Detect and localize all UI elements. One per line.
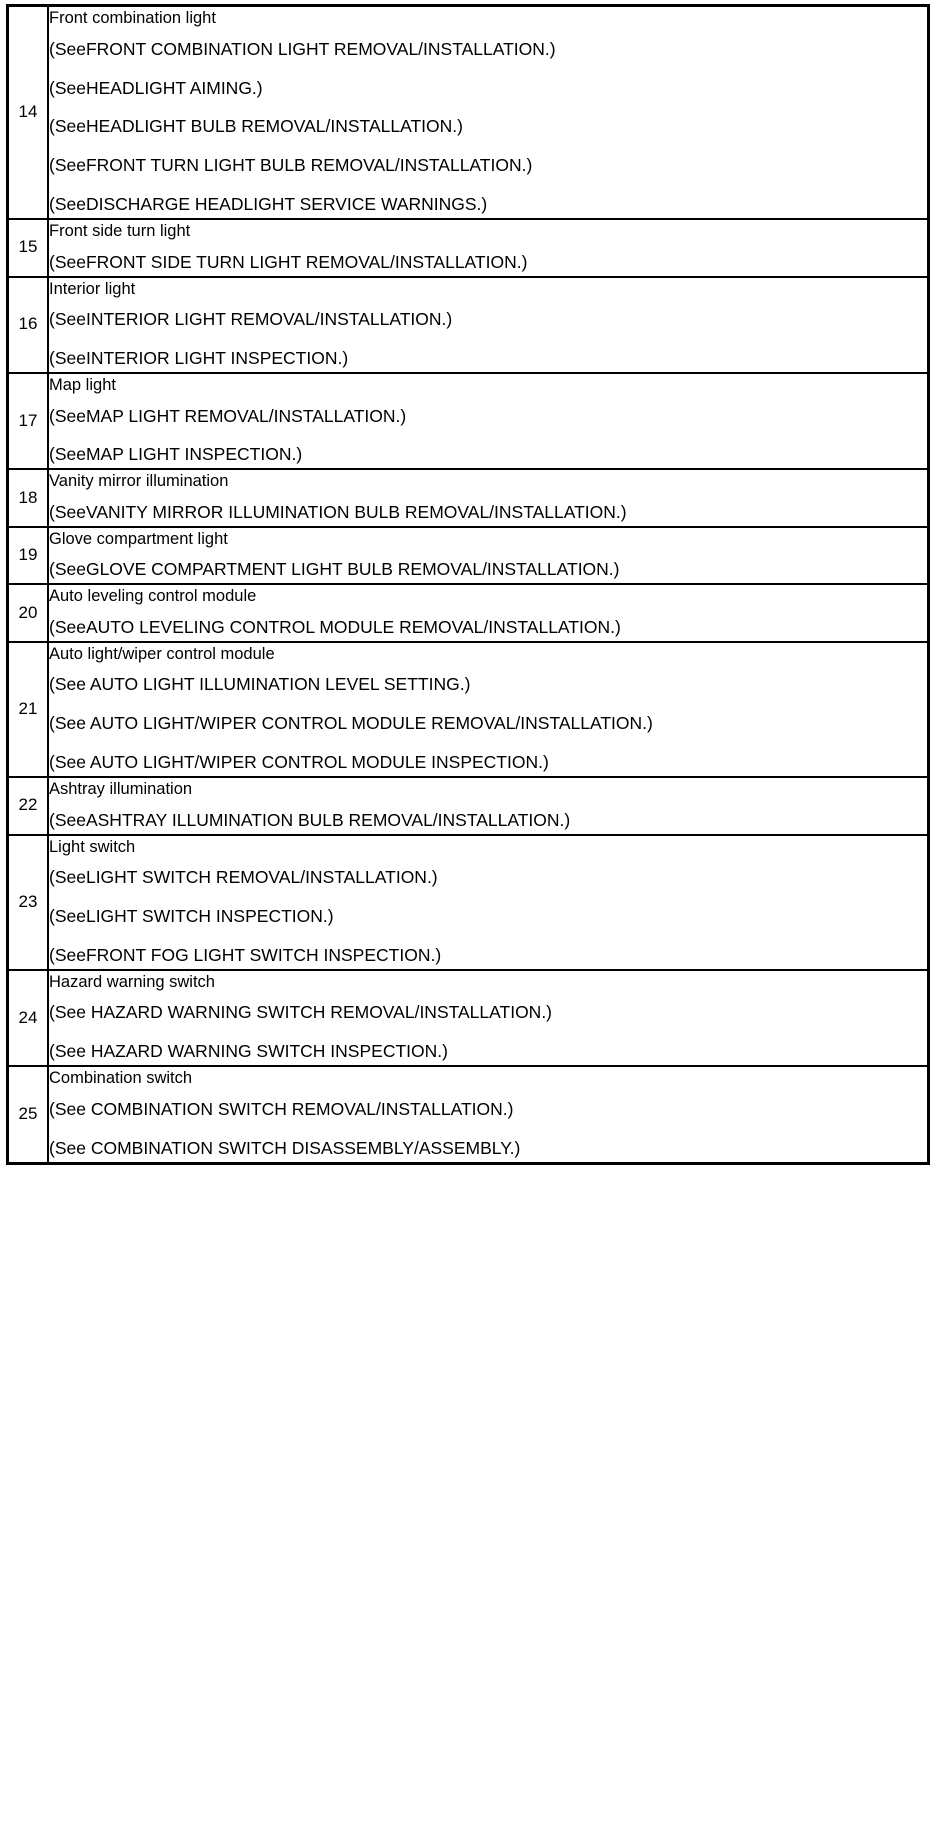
table-body bbox=[8, 6, 929, 1164]
procedure-reference: (See HAZARD WARNING SWITCH REMOVAL/INSTALLATION.) bbox=[49, 1002, 553, 1023]
procedure-reference: (SeeMAP LIGHT INSPECTION.) bbox=[49, 444, 303, 465]
procedure-reference: (SeeLIGHT SWITCH REMOVAL/INSTALLATION.) bbox=[49, 867, 438, 888]
procedure-reference: (SeeFRONT SIDE TURN LIGHT REMOVAL/INSTALLATION.) bbox=[49, 251, 528, 272]
row-description bbox=[48, 584, 929, 642]
part-name: Light switch bbox=[49, 837, 136, 856]
row-description bbox=[48, 1066, 929, 1163]
procedure-reference: (SeeFRONT COMBINATION LIGHT REMOVAL/INSTALLATION.) bbox=[49, 38, 556, 59]
table-row bbox=[8, 970, 929, 1066]
row-description bbox=[48, 373, 929, 469]
part-name: Glove compartment light bbox=[49, 529, 228, 548]
procedure-reference: (SeeGLOVE COMPARTMENT LIGHT BULB REMOVAL/INSTALLATION.) bbox=[49, 559, 620, 580]
row-number: 20 bbox=[8, 584, 49, 642]
table-row bbox=[8, 219, 929, 277]
table-row bbox=[8, 277, 929, 373]
part-name: Vanity mirror illumination bbox=[49, 472, 229, 491]
procedure-reference: (See HAZARD WARNING SWITCH INSPECTION.) bbox=[49, 1041, 448, 1062]
row-number: 18 bbox=[8, 469, 49, 527]
part-name: Interior light bbox=[49, 279, 136, 298]
procedure-reference: (SeeDISCHARGE HEADLIGHT SERVICE WARNINGS.) bbox=[49, 194, 488, 215]
procedure-reference: (SeeINTERIOR LIGHT INSPECTION.) bbox=[49, 348, 349, 368]
procedure-reference: (SeeMAP LIGHT REMOVAL/INSTALLATION.) bbox=[49, 405, 407, 426]
table-row bbox=[8, 642, 929, 777]
part-name: Front side turn light bbox=[49, 222, 191, 240]
row-description bbox=[48, 219, 929, 277]
row-description bbox=[48, 469, 929, 527]
row-number: 25 bbox=[8, 1066, 49, 1163]
part-name: Front combination light bbox=[49, 9, 216, 27]
row-description bbox=[48, 777, 929, 835]
row-description bbox=[48, 970, 929, 1066]
part-name: Ashtray illumination bbox=[49, 780, 193, 798]
row-description bbox=[48, 6, 929, 220]
table-row bbox=[8, 527, 929, 585]
part-name: Auto light/wiper control module bbox=[49, 644, 275, 663]
table-row bbox=[8, 6, 929, 220]
procedure-reference: (See COMBINATION SWITCH DISASSEMBLY/ASSEMBLY.) bbox=[49, 1137, 521, 1158]
row-number: 23 bbox=[8, 835, 49, 970]
row-number: 24 bbox=[8, 970, 49, 1066]
row-description bbox=[48, 277, 929, 373]
row-number: 21 bbox=[8, 642, 49, 777]
procedure-reference: (SeeVANITY MIRROR ILLUMINATION BULB REMOVAL/INSTALLATION.) bbox=[49, 501, 627, 522]
procedure-reference: (SeeHEADLIGHT AIMING.) bbox=[49, 77, 263, 98]
procedure-reference: (See COMBINATION SWITCH REMOVAL/INSTALLATION.) bbox=[49, 1098, 514, 1119]
table-row bbox=[8, 469, 929, 527]
table-row bbox=[8, 777, 929, 835]
procedure-reference: (SeeASHTRAY ILLUMINATION BULB REMOVAL/INSTALLATION.) bbox=[49, 809, 571, 830]
procedure-reference: (SeeLIGHT SWITCH INSPECTION.) bbox=[49, 906, 334, 926]
table-row bbox=[8, 373, 929, 469]
part-name: Combination switch bbox=[49, 1069, 193, 1088]
row-number: 16 bbox=[8, 277, 49, 373]
part-name: Auto leveling control module bbox=[49, 587, 257, 606]
row-number: 17 bbox=[8, 373, 49, 469]
row-description bbox=[48, 835, 929, 970]
part-name: Map light bbox=[49, 375, 116, 394]
procedure-reference: (SeeFRONT TURN LIGHT BULB REMOVAL/INSTALLATION.) bbox=[49, 155, 533, 176]
row-number: 19 bbox=[8, 527, 49, 585]
procedure-reference: (SeeAUTO LEVELING CONTROL MODULE REMOVAL/INSTALLATION.) bbox=[49, 616, 621, 637]
procedure-reference: (See AUTO LIGHT/WIPER CONTROL MODULE INSPECTION.) bbox=[49, 752, 549, 773]
table-row bbox=[8, 835, 929, 970]
part-name: Hazard warning switch bbox=[49, 972, 215, 991]
procedure-reference: (SeeFRONT FOG LIGHT SWITCH INSPECTION.) bbox=[49, 944, 442, 965]
table-row bbox=[8, 584, 929, 642]
row-description bbox=[48, 642, 929, 777]
parts-reference-table bbox=[6, 4, 930, 1165]
row-number: 15 bbox=[8, 219, 49, 277]
row-description bbox=[48, 527, 929, 585]
procedure-reference: (SeeHEADLIGHT BULB REMOVAL/INSTALLATION.) bbox=[49, 116, 463, 137]
procedure-reference: (See AUTO LIGHT ILLUMINATION LEVEL SETTING.) bbox=[49, 674, 471, 695]
row-number: 14 bbox=[8, 6, 49, 220]
procedure-reference: (SeeINTERIOR LIGHT REMOVAL/INSTALLATION.) bbox=[49, 309, 453, 330]
procedure-reference: (See AUTO LIGHT/WIPER CONTROL MODULE REMOVAL/INSTALLATION.) bbox=[49, 713, 653, 734]
table-row bbox=[8, 1066, 929, 1163]
row-number: 22 bbox=[8, 777, 49, 835]
